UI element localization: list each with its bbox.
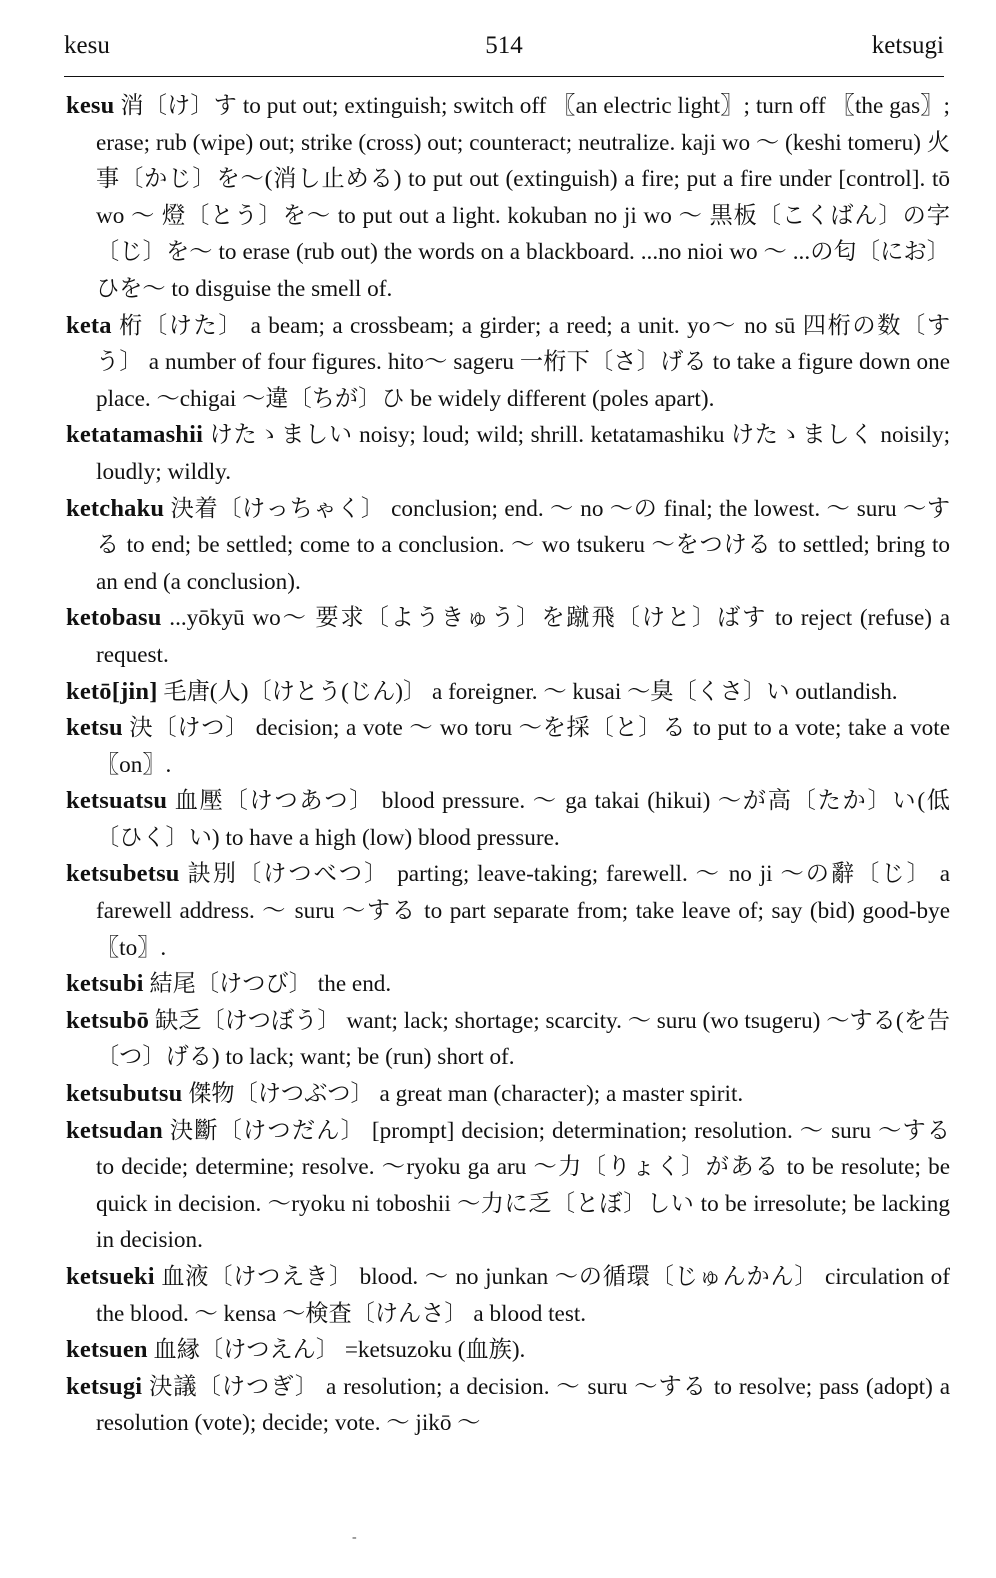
entry-definition: 消〔け〕す to put out; extinguish; switch off 〖an electric light〗; turn off 〖the gas〗; erase; rub (wipe) out; strike (cross) out; counteract; neutralize. kaji wo ～ (keshi tomeru) 火事〔かじ〕を～(消し止める) to put out (extinguish) a fire; put a fire under [control]. tō wo ～ 燈〔とう〕を～ to put out a light. kokuban no ji wo ～ 黒板〔こくばん〕の字〔じ〕を～ to erase (rub out) the words on a blackboard. ...no nioi wo ～ ...の匂〔にお〕ひを～ to disguise the smell of. [96,93,950,302]
entry-definition: 決斷〔けつだん〕 [prompt] decision; determination; resolution. ～ suru ～する to decide; determine; resolve. ～ryoku ga aru ～力〔りょく〕がある to be resolute; be quick in decision. ～ryoku ni toboshii ～力に乏〔とぼ〕しい to be irresolute; be lacking in decision. [96,1117,951,1254]
entry-definition: けたゝましい noisy; loud; wild; shrill. ketatamashiku けたゝましく noisily; loudly; wildly. [96,422,951,485]
dictionary-entry [66,1332,950,1369]
entry-headword: ketsubetsu [66,860,180,888]
entry-definition: 決〔けつ〕 decision; a vote ～ wo toru ～を採〔と〕る to put to a vote; take a vote 〖on〗. [96,715,950,778]
footer-mark: - [352,1530,357,1545]
page-number: 514 [485,32,523,59]
entry-headword: ketsubi [66,970,144,998]
entry-headword: ketsugi [66,1372,143,1400]
dictionary-entry [66,1259,950,1332]
entry-headword: ketsudan [66,1116,163,1144]
dictionary-entry [66,417,950,490]
dictionary-entry [66,308,950,418]
dictionary-entry [66,491,950,601]
entry-headword: ketō[jin] [66,677,158,705]
dictionary-entry [66,88,950,308]
running-header [64,28,944,68]
entry-definition: 傑物〔けつぶつ〕 a great man (character); a master spirit. [188,1081,744,1108]
entry-headword: ketchaku [66,494,165,522]
dictionary-entry [66,966,950,1003]
entry-definition: 決着〔けっちゃく〕 conclusion; end. ～ no ～の final; the lowest. ～ suru ～する to end; be settled; come to a conclusion. ～ wo tsukeru ～をつける to settled; bring to an end (a conclusion). [96,495,951,595]
entry-headword: ketsu [66,714,123,742]
entry-definition: 血壓〔けつあつ〕 blood pressure. ～ ga takai (hikui) ～が高〔たか〕い(低〔ひく〕い) to have a high (low) blood pressure. [96,788,950,851]
entry-definition: 缺乏〔けつぼう〕 want; lack; shortage; scarcity. ～ suru (wo tsugeru) ～する(を告〔つ〕げる) to lack; want; be (run) short of. [96,1007,951,1071]
entry-headword: ketsubutsu [66,1080,183,1108]
entry-definition: 血液〔けつえき〕 blood. ～ no junkan ～の循環〔じゅんかん〕 circulation of the blood. ～ kensa ～検査〔けんさ〕 a blood test. [96,1264,950,1327]
dictionary-entry [66,783,950,856]
entry-definition: 血縁〔けつえん〕 =ketsuzoku (血族). [153,1337,526,1364]
header-rule [64,76,944,77]
right-guide-word: ketsugi [871,32,944,59]
dictionary-entry [66,674,950,711]
entry-definition: 桁〔けた〕 a beam; a crossbeam; a girder; a reed; a unit. yo～ no sū 四桁の数〔すう〕 a number of four figures. hito～ sageru 一桁下〔さ〕げる to take a figure down one place. ～chigai ～違〔ちが〕ひ be widely different (poles apart). [96,312,951,412]
entry-definition: 結尾〔けつび〕 the end. [149,971,392,998]
entry-definition: 決議〔けつぎ〕 a resolution; a decision. ～ suru ～する to resolve; pass (adopt) a resolution (vote); decide; vote. ～ jikō ～ [96,1373,951,1437]
entry-headword: ketobasu [66,604,162,632]
entry-headword: ketsueki [66,1263,155,1290]
entry-headword: kesu [66,92,115,119]
entry-definition: ...yōkyū wo～ 要求〔ようきゅう〕を蹴飛〔けと〕ばす to reject (refuse) a request. [96,605,951,668]
entry-headword: ketatamashii [66,421,204,449]
dictionary-entry [66,710,950,783]
entry-headword: ketsuatsu [66,787,168,815]
entry-headword: ketsuen [66,1336,148,1364]
entry-definition: 毛唐(人)〔けとう(じん)〕 a foreigner. ～ kusai ～臭〔くさ〕い outlandish. [163,678,898,705]
dictionary-entry [66,1113,950,1259]
entry-headword: keta [66,311,112,339]
dictionary-entry [66,1003,950,1076]
dictionary-entry [66,1369,950,1442]
entry-headword: ketsubō [66,1006,150,1034]
dictionary-entry [66,856,950,966]
left-guide-word: kesu [64,32,110,59]
entry-list [66,88,950,1442]
dictionary-entry [66,1076,950,1113]
entry-definition: 訣別〔けつべつ〕 parting; leave-taking; farewell. ～ no ji ～の辭〔じ〕 a farewell address. ～ suru ～する to part separate from; take leave of; say (bid) good-bye 〖to〗. [96,861,950,961]
dictionary-entry [66,600,950,673]
